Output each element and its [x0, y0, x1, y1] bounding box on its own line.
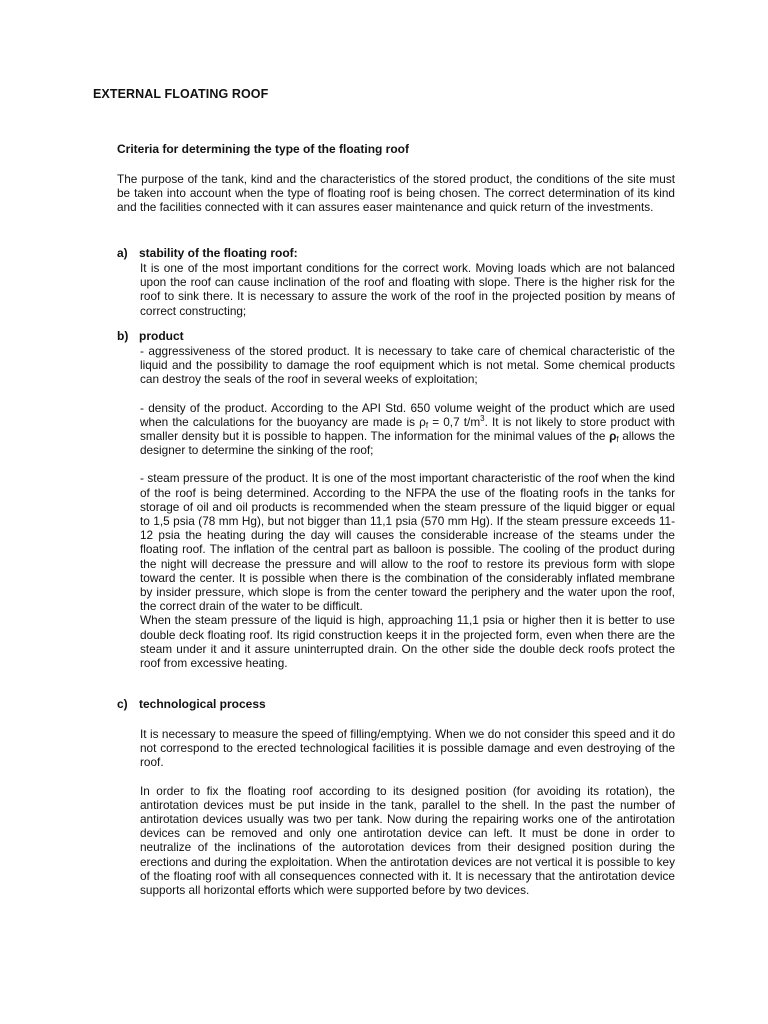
section-b-paragraph-steam-pressure: - steam pressure of the product. It is one of the most important characteristic of the roof when the kind of the roof is being determined. According to the NFPA the use of the floating roofs in the tanks for storage of oil and oil products is recommended when the steam pressure of the liquid bigger or equal to 1,5 psia (78 mm Hg), but not bigger than 11,1 psia (570 mm Hg). If the steam pressure exceeds 11-12 psia the heating during the day will causes the considerable increase of the steams under the floating roof. The inflation of the central part as balloon is possible. The cooling of the product during the night will decrease the pressure and will allow to the roof to restore its previous form with slope toward the center. It is possible when there is the combination of the considerably inflated membrane by insider pressure, which slope is from the center toward the periphery and the water upon the roof, the correct drain of the water to be difficult. [140, 471, 675, 614]
section-b-letter: b) [117, 329, 129, 343]
section-b-body [140, 344, 675, 670]
section-b-heading [117, 329, 184, 343]
section-c-letter: c) [117, 697, 128, 711]
section-b-title: product [139, 329, 184, 343]
section-c-body [140, 727, 675, 897]
section-c-paragraph-speed: It is necessary to measure the speed of filling/emptying. When we do not consider this speed and it do not correspond to the erected technological facilities it is possible damage and even destroying of the roof. [140, 727, 675, 770]
section-c-title: technological process [139, 697, 266, 711]
section-a-title: stability of the floating roof: [139, 246, 298, 260]
section-a-body [140, 261, 675, 318]
page-title: EXTERNAL FLOATING ROOF [93, 87, 269, 101]
intro-paragraph: The purpose of the tank, kind and the characteristics of the stored product, the conditions of the site must be taken into account when the type of floating roof is being chosen. The correct determination of its kind and the facilities connected with it can assures easer maintenance and quick return of the investments. [117, 172, 675, 215]
section-c-heading [117, 697, 266, 711]
section-subtitle: Criteria for determining the type of the floating roof [117, 142, 410, 156]
section-b-paragraph-double-deck: When the steam pressure of the liquid is high, approaching 11,1 psia or higher then it is better to use double deck floating roof. Its rigid construction keeps it in the projected form, even when there are the steam under it and it assure uninterrupted drain. On the other side the double deck roofs protect the roof from excessive heating. [140, 613, 675, 671]
section-b-paragraph-aggressiveness: - aggressiveness of the stored product. It is necessary to take care of chemical characteristic of the liquid and the possibility to damage the roof equipment which is not metal. Some chemical products can destroy the seals of the roof in several weeks of exploitation; [140, 344, 675, 387]
section-a-paragraph: It is one of the most important conditions for the correct work. Moving loads which are not balanced upon the roof can cause inclination of the roof and floating with slope. There is the higher risk for the roof to sink there. It is necessary to assure the work of the roof in the projected position by means of correct constructing; [140, 261, 675, 318]
section-c-paragraph-antirotation: In order to fix the floating roof according to its designed position (for avoiding its rotation), the antirotation devices must be put inside in the tank, parallel to the shell. In the past the number of antirotation devices usually was two per tank. Now during the repairing works one of the antirotation devices can be removed and only one antirotation device can left. It must be done in order to neutralize of the inclinations of the autorotation devices from their designed position during the erections and during the exploitation. When the antirotation devices are not vertical it is possible to key of the floating roof with all consequences connected with it. It is necessary that the antirotation device supports all horizontal efforts which were supported before by two devices. [140, 783, 675, 898]
section-a-heading [117, 246, 298, 260]
section-b-paragraph-density: - density of the product. According to the API Std. 650 volume weight of the product which are used when the calculations for the buoyancy are made is $\rho_f = 0,7$ $t/m^3$. It is not likely to store product with smaller density but it is possible to happen. The information for the minimal values of the $\rho_f$ allows the designer to determine the sinking of the roof; [140, 400, 675, 458]
section-a-letter: a) [117, 246, 128, 260]
